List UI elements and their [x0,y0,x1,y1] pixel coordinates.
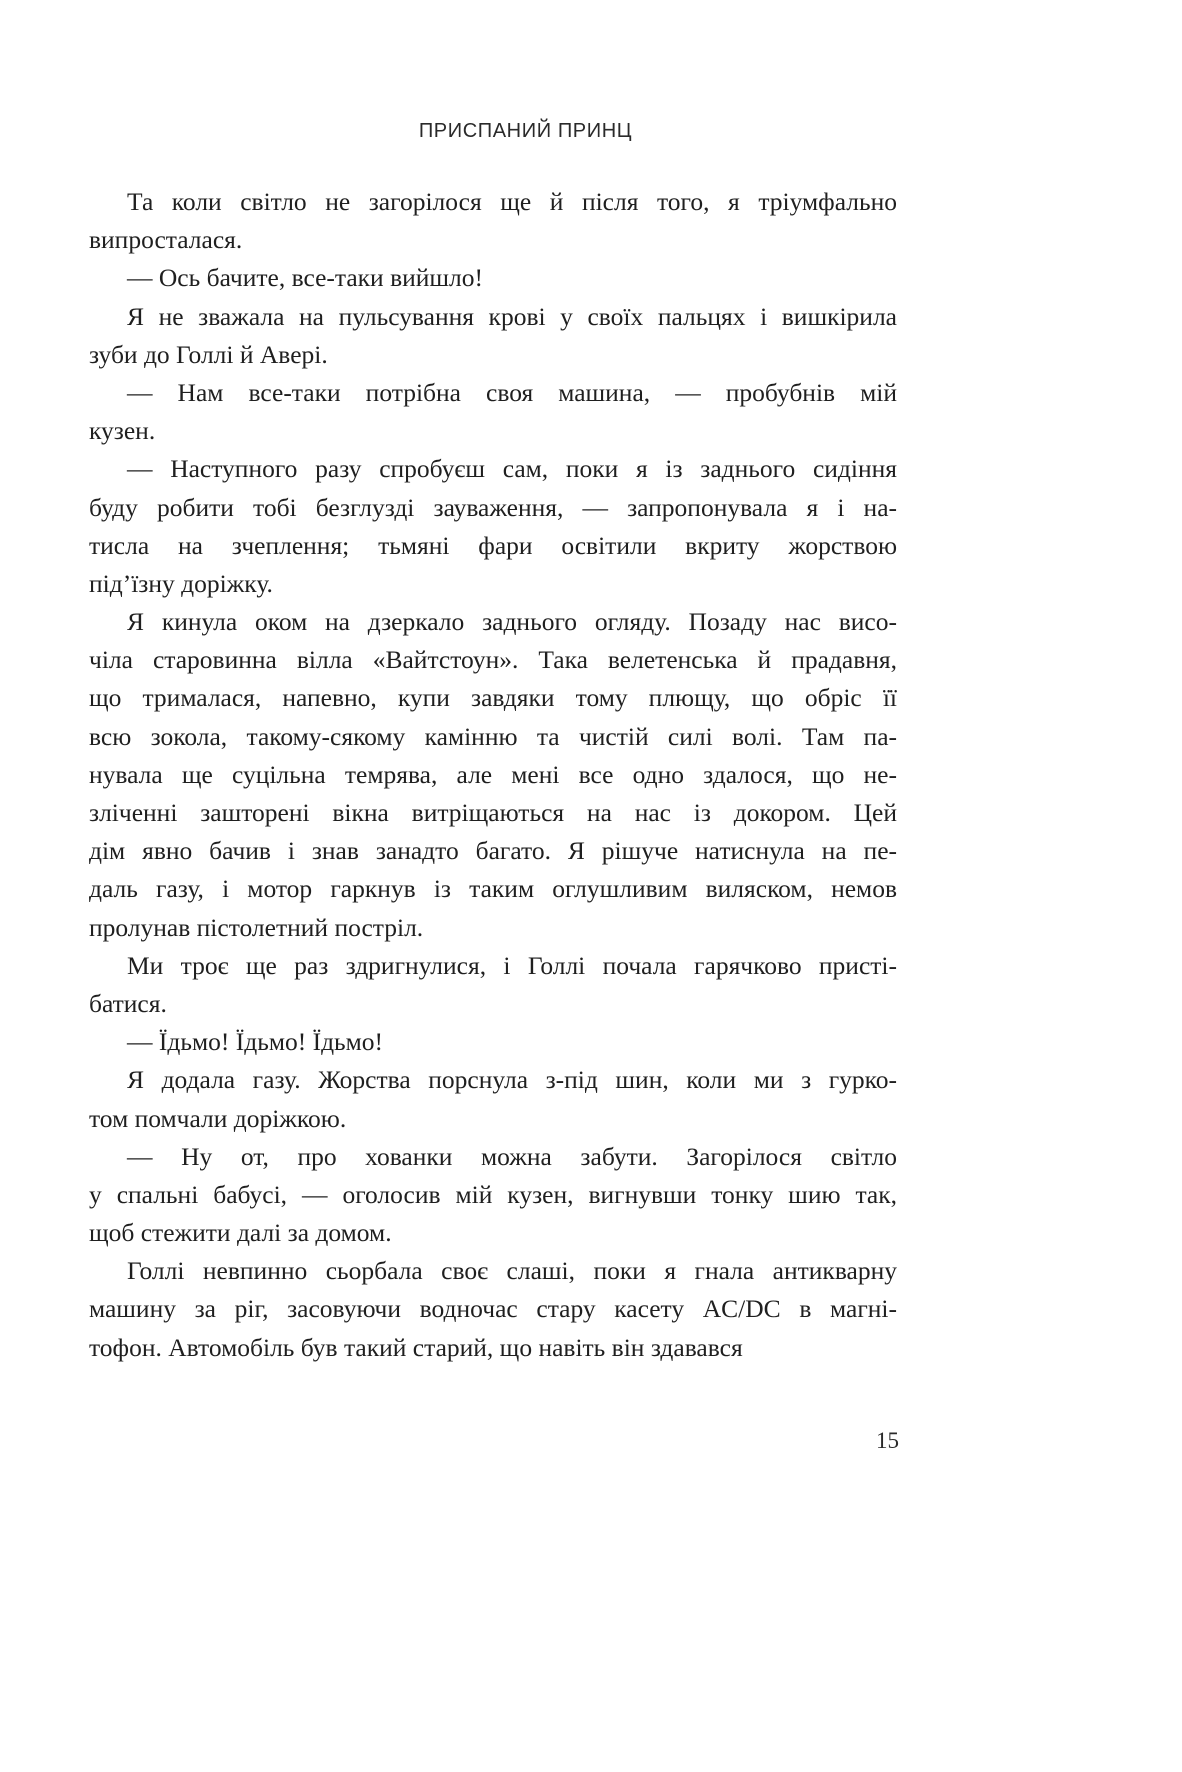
text-line: чіла старовинна вілла «Вайтстоун». Така велетенська й прадавня, [89,645,897,675]
text-line: Я додала газу. Жорства порснула з-під шин, коли ми з гурко- [127,1065,897,1095]
text-line: Та коли світло не загорілося ще й після того, я тріумфально [127,187,897,216]
text-line: всю зокола, такому-сякому камінню та чистій силі волі. Там па- [89,721,897,751]
text-line: тисла на зчеплення; тьмяні фари освітили вкриту жорствою [89,530,897,560]
text-line: Я кинула оком на дзеркало заднього огляду. Позаду нас висо- [127,607,897,637]
text-line: дім явно бачив і знав занадто багато. Я рішуче натиснула на пе- [89,836,897,866]
paragraph [89,1061,897,1137]
running-head: ПРИСПАНИЙ ПРИНЦ [418,120,633,142]
text-line: — Їдьмо! Їдьмо! Їдьмо! [127,1027,384,1057]
paragraph [89,1252,897,1367]
text-line: нувала ще суцільна темрява, але мені все одно здалося, що не- [89,759,897,789]
paragraph [89,1023,897,1061]
text-line: том помчали доріжкою. [89,1103,347,1133]
text-line: під’їзну доріжку. [89,568,273,598]
paragraph [89,450,897,603]
text-line: батися. [89,988,167,1018]
text-line: зліченні зашторені вікна витріщаються на нас із докором. Цей [89,798,897,827]
text-line: випросталася. [89,225,243,255]
paragraph [89,183,897,259]
paragraph [89,259,897,297]
paragraph [89,374,897,450]
paragraph [89,1138,897,1253]
text-line: що трималася, напевно, купи завдяки тому плющу, що обріс її [89,683,897,713]
paragraph [89,603,897,947]
text-line: Я не зважала на пульсування крові у своїх пальцях і вишкірила [127,301,897,331]
text-line: тофон. Автомобіль був такий старий, що навіть він здавався [89,1332,743,1362]
text-line: — Нам все-таки потрібна своя машина, — пробубнів мій [127,377,897,407]
text-line: Голлі невпинно сьорбала своє слаші, поки я гнала антикварну [127,1256,897,1286]
text-line: — Наступного разу спробуєш сам, поки я із заднього сидіння [127,454,897,484]
text-line: кузен. [89,416,156,446]
page-number: 15 [876,1428,899,1453]
text-line: — Ось бачите, все-таки вийшло! [127,263,484,293]
text-line: даль газу, і мотор гаркнув із таким оглушливим виляском, немов [89,874,897,904]
text-line: — Ну от, про хованки можна забути. Загорілося світло [127,1141,897,1171]
text-line: щоб стежити далі за домом. [89,1218,392,1248]
text-line: пролунав пістолетний постріл. [89,912,424,942]
text-line: Ми троє ще раз здригнулися, і Голлі почала гарячково присті- [127,950,897,980]
body-text [89,183,897,1367]
paragraph [89,298,897,374]
text-line: машину за ріг, засовуючи водночас стару касету AC/DC в магні- [89,1294,897,1324]
paragraph [89,947,897,1023]
text-line: зуби до Голлі й Авері. [89,339,328,369]
text-line: у спальні бабусі, — оголосив мій кузен, вигнувши тонку шию так, [89,1179,897,1209]
text-line: буду робити тобі безглузді зауваження, — запропонувала я і на- [89,492,897,522]
